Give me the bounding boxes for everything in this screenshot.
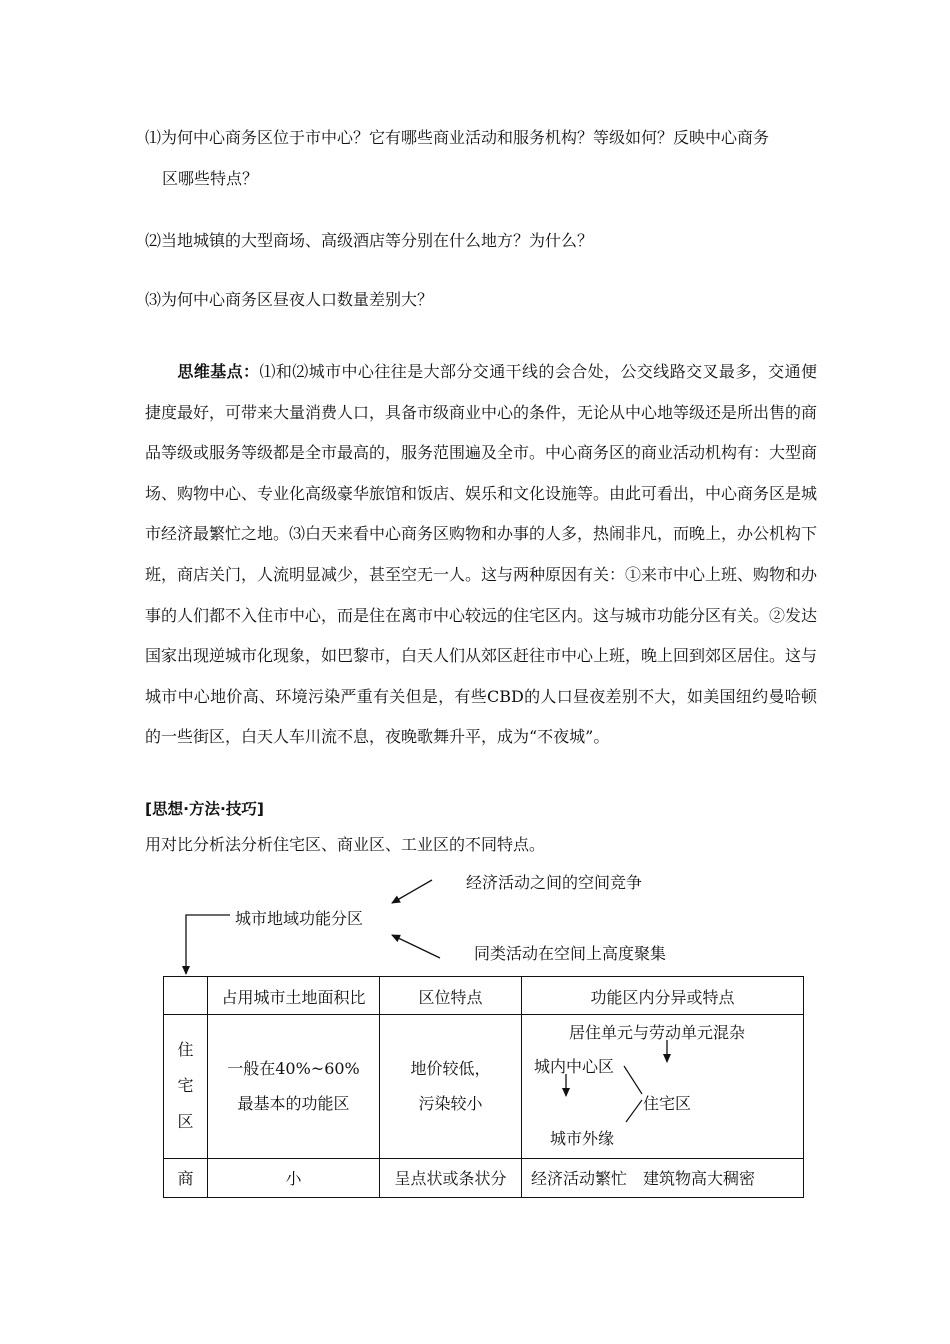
diagram-center-label: 城市地域功能分区 <box>235 909 364 928</box>
section-intro: 用对比分析法分析住宅区、商业区、工业区的不同特点。 <box>145 835 546 854</box>
cause-bottom-arrow <box>392 935 440 958</box>
question-1-line-1: ⑴为何中心商务区位于市中心？它有哪些商业活动和服务机构？等级如何？反映中心商务 <box>145 128 770 147</box>
feature-link-lower <box>626 1100 642 1122</box>
header-location: 区位特点 <box>418 988 483 1007</box>
residential-feature-top: 居住单元与劳动单元混杂 <box>569 1023 746 1042</box>
commercial-area: 小 <box>285 1169 302 1188</box>
section-heading: [思想·方法·技巧] <box>145 800 264 818</box>
cause-top-label: 经济活动之间的空间竞争 <box>466 873 643 892</box>
question-3: ⑶为何中心商务区昼夜人口数量差别大？ <box>145 290 434 309</box>
question-1-line-2: 区哪些特点？ <box>162 169 259 188</box>
header-area-ratio: 占用城市土地面积比 <box>221 988 366 1007</box>
residential-name-3: 区 <box>177 1112 194 1131</box>
feature-link-upper <box>624 1066 642 1094</box>
answer-text: ⑴和⑵城市中心往往是大部分交通干线的会合处，公交线路交叉最多，交通便捷度最好，可带来大量消费人口，具备市级商业中心的条件，无论从中心地等级还是所出售的商品等级或服务等级都是全市最高的，服务范围遍及全市。中心商务区的商业活动机构有：大型商场、购物中心、专业化高级豪华旅馆和饭店、娱乐和文化设施等。由此可看出，中心商务区是城市经济最繁忙之地。⑶白天来看中心商务区购物和办事的人多，热闹非凡，而晚上，办公机构下班，商店关门，人流明显减少，甚至空无一人。这与两种原因有关：①来市中心上班、购物和办事的人们都不入住市中心，而是住在离市中心较远的住宅区内。这与城市功能分区有关。②发达国家出现逆城市化现象，如巴黎市，白天人们从郊区赶往市中心上班，晚上回到郊区居住。这与城市中心地价高、环境污染严重有关但是，有些CBD的人口昼夜差别不大，如美国纽约曼哈顿的一些街区，白天人车川流不息，夜晚歌舞升平，成为“不夜城”。 <box>145 362 818 747</box>
answer-paragraph <box>145 352 817 758</box>
residential-feature-inner: 城内中心区 <box>534 1057 615 1076</box>
residential-location-line-1: 地价较低， <box>410 1059 491 1078</box>
label-to-table-arrow <box>186 915 230 974</box>
header-features: 功能区内分异或特点 <box>590 988 735 1007</box>
residential-area-line-2: 最基本的功能区 <box>237 1094 350 1113</box>
cause-bottom-label: 同类活动在空间上高度聚集 <box>474 944 667 963</box>
question-2: ⑵当地城镇的大型商场、高级酒店等分别在什么地方？为什么？ <box>145 231 594 250</box>
residential-name-1: 住 <box>177 1040 194 1059</box>
table-border <box>164 977 804 1198</box>
residential-name-2: 宅 <box>177 1076 194 1095</box>
residential-feature-node: 住宅区 <box>643 1094 692 1113</box>
answer-label: 思维基点： <box>177 362 260 381</box>
residential-location-line-2: 污染较小 <box>418 1094 483 1113</box>
residential-feature-outer: 城市外缘 <box>550 1129 615 1148</box>
residential-area-line-1: 一般在40%~60% <box>227 1059 360 1078</box>
commercial-feature: 经济活动繁忙 建筑物高大稠密 <box>531 1169 756 1188</box>
commercial-location: 呈点状或条状分 <box>394 1169 507 1188</box>
cause-top-arrow <box>392 880 432 903</box>
commercial-name: 商 <box>177 1169 194 1188</box>
